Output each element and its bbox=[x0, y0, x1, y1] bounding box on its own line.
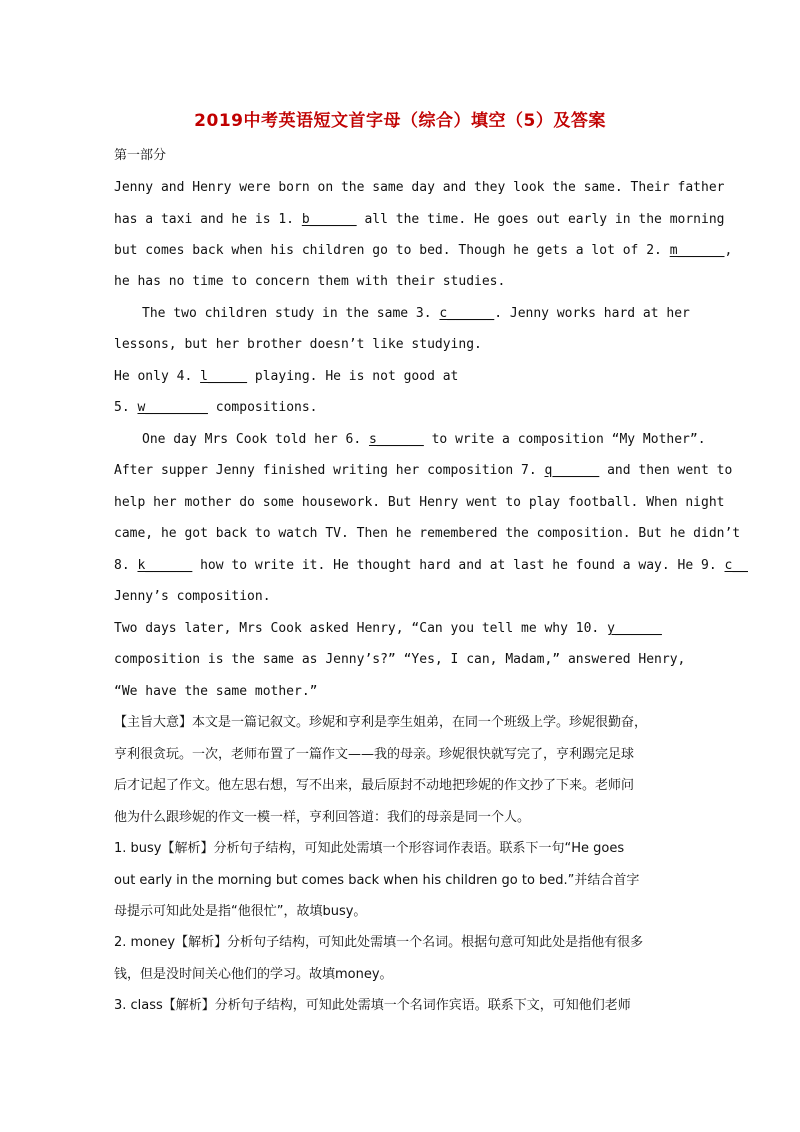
blank-3: c______ bbox=[439, 306, 495, 321]
passage-line: Jenny and Henry were born on the same day and they look the same. Their father bbox=[114, 180, 725, 195]
blank-5: w________ bbox=[137, 400, 208, 415]
passage-line: One day Mrs Cook told her 6. s______ to write a composition “My Mother”. bbox=[142, 432, 706, 447]
answer-line: 1. busy【解析】分析句子结构，可知此处需填一个形容词作表语。联系下一句“He goes bbox=[114, 841, 625, 856]
answer-line: 3. class【解析】分析句子结构，可知此处需填一个名词作宾语。联系下文，可知他们老师 bbox=[114, 998, 631, 1013]
blank-9: c__ bbox=[724, 558, 748, 573]
passage-line: The two children study in the same 3. c______. Jenny works hard at her bbox=[142, 306, 690, 321]
passage-line: He only 4. l_____ playing. He is not good at bbox=[114, 369, 459, 384]
blank-6: s______ bbox=[368, 432, 424, 447]
answer-line: 母提示可知此处是指“他很忙”，故填busy。 bbox=[114, 904, 367, 919]
section-heading: 第一部分 bbox=[114, 148, 167, 163]
passage-line: Jenny’s composition. bbox=[114, 589, 271, 604]
blank-4: l_____ bbox=[200, 369, 248, 384]
passage-line: composition is the same as Jenny’s?” “Yes, I can, Madam,” answered Henry, bbox=[114, 652, 686, 667]
summary-line: 【主旨大意】本文是一篇记叙文。珍妮和亨利是孪生姐弟，在同一个班级上学。珍妮很勤奋， bbox=[114, 715, 648, 730]
blank-1: b______ bbox=[301, 212, 357, 227]
passage-line: came, he got back to watch TV. Then he remembered the composition. But he didn’t bbox=[114, 526, 741, 541]
blank-7: q______ bbox=[544, 463, 600, 478]
passage-line: but comes back when his children go to bed. Though he gets a lot of 2. m______, bbox=[114, 243, 733, 258]
blank-2: m______ bbox=[669, 243, 725, 258]
page-title: 2019中考英语短文首字母（综合）填空（5）及答案 bbox=[194, 111, 606, 131]
passage-line: help her mother do some housework. But Henry went to play football. When night bbox=[114, 495, 725, 510]
passage-line: lessons, but her brother doesn’t like studying. bbox=[114, 337, 482, 352]
answer-line: 钱，但是没时间关心他们的学习。故填money。 bbox=[114, 967, 393, 982]
summary-line: 后才记起了作文。他左思右想，写不出来，最后原封不动地把珍妮的作文抄了下来。老师问 bbox=[114, 778, 635, 793]
summary-line: 亨利很贪玩。一次，老师布置了一篇作文——我的母亲。珍妮很快就写完了，亨利踢完足球 bbox=[114, 747, 635, 762]
passage-line: “We have the same mother.” bbox=[114, 684, 318, 699]
passage-line: 8. k______ how to write it. He thought hard and at last he found a way. He 9. c__ bbox=[114, 558, 748, 573]
answer-line: 2. money【解析】分析句子结构，可知此处需填一个名词。根据句意可知此处是指他有很多 bbox=[114, 935, 644, 950]
passage-line: After supper Jenny finished writing her composition 7. q______ and then went to bbox=[114, 463, 733, 478]
blank-10: y______ bbox=[607, 621, 662, 636]
passage-line: he has no time to concern them with their studies. bbox=[114, 274, 506, 289]
passage-line: Two days later, Mrs Cook asked Henry, “Can you tell me why 10. y______ bbox=[114, 621, 662, 636]
passage-line: 5. w________ compositions. bbox=[114, 400, 318, 415]
blank-8: k______ bbox=[137, 558, 193, 573]
summary-line: 他为什么跟珍妮的作文一模一样，亨利回答道：我们的母亲是同一个人。 bbox=[114, 810, 531, 825]
answer-line: out early in the morning but comes back when his children go to bed.”并结合首字 bbox=[114, 873, 640, 888]
passage-line: has a taxi and he is 1. b______ all the time. He goes out early in the morning bbox=[114, 212, 725, 227]
